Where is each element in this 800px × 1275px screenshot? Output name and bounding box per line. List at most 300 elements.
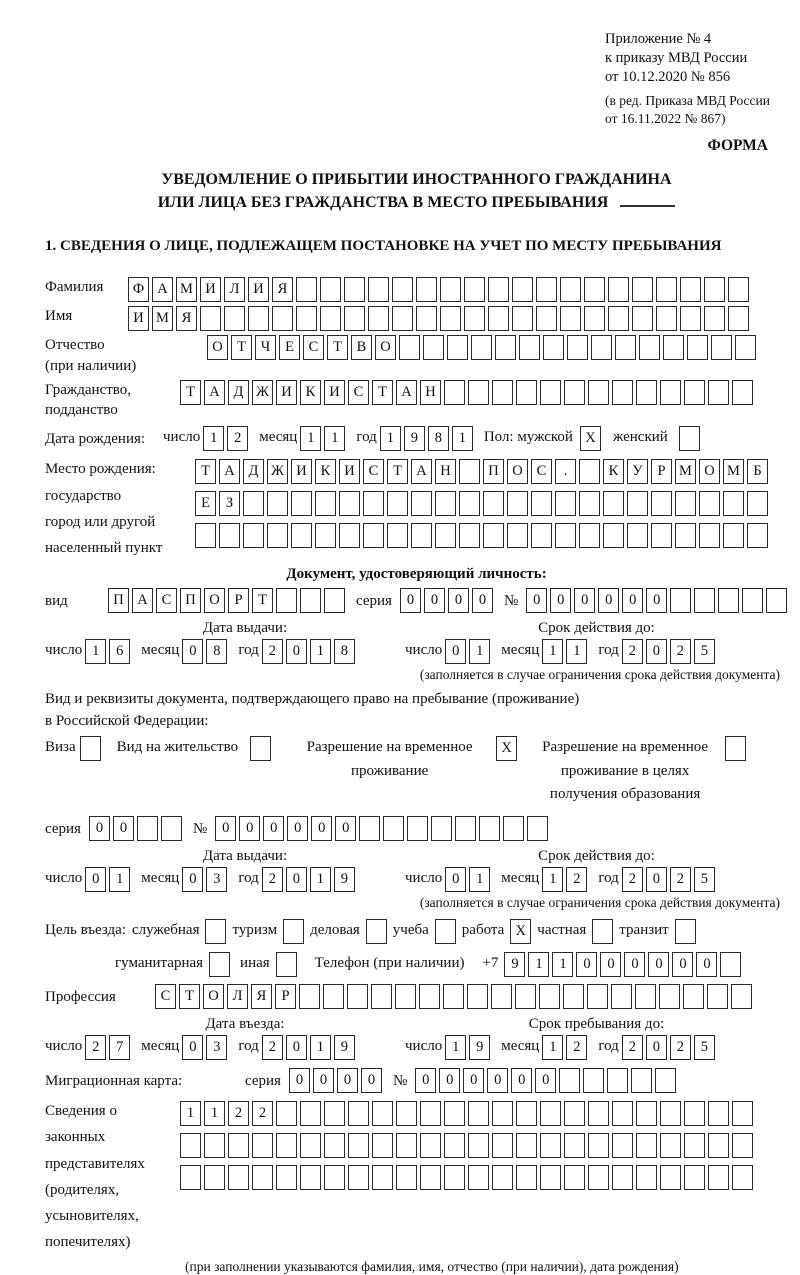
form-cell[interactable] (683, 984, 704, 1009)
form-cell[interactable]: И (324, 380, 345, 405)
form-cell[interactable] (503, 816, 524, 841)
form-cell[interactable] (195, 523, 216, 548)
form-cell[interactable]: И (276, 380, 297, 405)
form-cell[interactable] (300, 1101, 321, 1126)
form-cell[interactable] (627, 523, 648, 548)
form-cell[interactable] (687, 335, 708, 360)
purpose-study-checkbox[interactable] (435, 919, 456, 944)
form-cell[interactable]: 0 (463, 1068, 484, 1093)
form-cell[interactable]: 1 (469, 639, 490, 664)
form-cell[interactable]: О (699, 459, 720, 484)
form-cell[interactable]: 0 (672, 952, 693, 977)
form-cell[interactable]: И (128, 306, 149, 331)
form-cell[interactable]: Т (387, 459, 408, 484)
form-cell[interactable] (704, 306, 725, 331)
form-cell[interactable]: Я (251, 984, 272, 1009)
form-cell[interactable]: М (176, 277, 197, 302)
form-cell[interactable] (443, 984, 464, 1009)
form-cell[interactable] (632, 277, 653, 302)
form-cell[interactable] (663, 335, 684, 360)
form-cell[interactable]: 0 (550, 588, 571, 613)
form-cell[interactable] (444, 1165, 465, 1190)
form-cell[interactable]: С (531, 459, 552, 484)
form-cell[interactable] (276, 1165, 297, 1190)
form-cell[interactable] (344, 277, 365, 302)
form-cell[interactable]: Т (179, 984, 200, 1009)
form-cell[interactable]: 9 (504, 952, 525, 977)
form-cell[interactable] (512, 277, 533, 302)
form-cell[interactable] (435, 491, 456, 516)
form-cell[interactable]: Л (224, 277, 245, 302)
form-cell[interactable] (584, 277, 605, 302)
form-cell[interactable]: 0 (182, 639, 203, 664)
form-cell[interactable] (704, 277, 725, 302)
form-cell[interactable] (708, 1165, 729, 1190)
form-cell[interactable] (440, 277, 461, 302)
form-cell[interactable] (320, 277, 341, 302)
form-cell[interactable] (519, 335, 540, 360)
form-cell[interactable]: 1 (552, 952, 573, 977)
form-cell[interactable] (440, 306, 461, 331)
form-cell[interactable]: 0 (598, 588, 619, 613)
form-cell[interactable] (396, 1101, 417, 1126)
form-cell[interactable]: 0 (526, 588, 547, 613)
form-cell[interactable] (468, 1133, 489, 1158)
form-cell[interactable] (543, 335, 564, 360)
form-cell[interactable]: 0 (576, 952, 597, 977)
form-cell[interactable]: Н (420, 380, 441, 405)
temp-permit-checkbox[interactable]: X (496, 736, 517, 761)
form-cell[interactable] (512, 306, 533, 331)
form-cell[interactable] (540, 380, 561, 405)
form-cell[interactable] (627, 491, 648, 516)
form-cell[interactable] (579, 459, 600, 484)
form-cell[interactable] (431, 816, 452, 841)
form-cell[interactable] (615, 335, 636, 360)
form-cell[interactable] (732, 1101, 753, 1126)
form-cell[interactable] (300, 1133, 321, 1158)
form-cell[interactable] (323, 984, 344, 1009)
form-cell[interactable] (416, 277, 437, 302)
form-cell[interactable]: С (155, 984, 176, 1009)
form-cell[interactable]: 0 (445, 639, 466, 664)
form-cell[interactable]: 2 (670, 639, 691, 664)
form-cell[interactable]: 2 (252, 1101, 273, 1126)
form-cell[interactable]: 0 (289, 1068, 310, 1093)
form-cell[interactable]: Е (279, 335, 300, 360)
form-cell[interactable] (291, 523, 312, 548)
form-cell[interactable]: Н (435, 459, 456, 484)
form-cell[interactable]: 9 (404, 426, 425, 451)
form-cell[interactable] (711, 335, 732, 360)
form-cell[interactable] (180, 1133, 201, 1158)
form-cell[interactable]: О (375, 335, 396, 360)
form-cell[interactable]: 2 (622, 867, 643, 892)
form-cell[interactable] (324, 1165, 345, 1190)
form-cell[interactable] (368, 277, 389, 302)
form-cell[interactable]: С (156, 588, 177, 613)
form-cell[interactable]: 0 (574, 588, 595, 613)
form-cell[interactable]: И (200, 277, 221, 302)
form-cell[interactable] (296, 277, 317, 302)
form-cell[interactable]: 0 (287, 816, 308, 841)
residence-permit-checkbox[interactable] (250, 736, 271, 761)
form-cell[interactable] (291, 491, 312, 516)
form-cell[interactable] (583, 1068, 604, 1093)
form-cell[interactable]: 0 (215, 816, 236, 841)
form-cell[interactable]: 0 (337, 1068, 358, 1093)
form-cell[interactable]: 0 (646, 588, 667, 613)
form-cell[interactable]: 0 (648, 952, 669, 977)
form-cell[interactable]: 0 (448, 588, 469, 613)
form-cell[interactable] (276, 588, 297, 613)
form-cell[interactable]: К (603, 459, 624, 484)
form-cell[interactable] (300, 1165, 321, 1190)
form-cell[interactable] (348, 1133, 369, 1158)
form-cell[interactable] (396, 1165, 417, 1190)
form-cell[interactable] (359, 816, 380, 841)
form-cell[interactable] (539, 984, 560, 1009)
form-cell[interactable] (607, 1068, 628, 1093)
form-cell[interactable]: 2 (262, 639, 283, 664)
form-cell[interactable]: 1 (180, 1101, 201, 1126)
form-cell[interactable] (180, 1165, 201, 1190)
form-cell[interactable] (540, 1101, 561, 1126)
form-cell[interactable] (371, 984, 392, 1009)
form-cell[interactable]: М (723, 459, 744, 484)
form-cell[interactable]: Д (228, 380, 249, 405)
form-cell[interactable] (344, 306, 365, 331)
form-cell[interactable] (636, 1101, 657, 1126)
form-cell[interactable]: О (207, 335, 228, 360)
form-cell[interactable] (444, 380, 465, 405)
form-cell[interactable]: 9 (334, 867, 355, 892)
form-cell[interactable]: 1 (452, 426, 473, 451)
form-cell[interactable] (243, 523, 264, 548)
form-cell[interactable]: 2 (262, 867, 283, 892)
form-cell[interactable]: 1 (542, 867, 563, 892)
form-cell[interactable]: П (108, 588, 129, 613)
form-cell[interactable]: 2 (670, 1035, 691, 1060)
form-cell[interactable] (224, 306, 245, 331)
form-cell[interactable] (579, 491, 600, 516)
form-cell[interactable] (680, 306, 701, 331)
form-cell[interactable]: М (675, 459, 696, 484)
form-cell[interactable] (603, 523, 624, 548)
form-cell[interactable] (675, 523, 696, 548)
form-cell[interactable]: 5 (694, 639, 715, 664)
form-cell[interactable] (659, 984, 680, 1009)
form-cell[interactable] (204, 1165, 225, 1190)
form-cell[interactable]: 1 (310, 639, 331, 664)
form-cell[interactable] (276, 1101, 297, 1126)
form-cell[interactable]: А (411, 459, 432, 484)
form-cell[interactable]: 3 (206, 867, 227, 892)
form-cell[interactable] (395, 984, 416, 1009)
form-cell[interactable]: 2 (228, 1101, 249, 1126)
form-cell[interactable] (320, 306, 341, 331)
form-cell[interactable] (564, 1133, 585, 1158)
form-cell[interactable]: Ф (128, 277, 149, 302)
form-cell[interactable]: 0 (472, 588, 493, 613)
form-cell[interactable] (655, 1068, 676, 1093)
form-cell[interactable] (324, 1101, 345, 1126)
purpose-other-checkbox[interactable] (276, 952, 297, 977)
form-cell[interactable] (243, 491, 264, 516)
form-cell[interactable] (324, 588, 345, 613)
form-cell[interactable] (708, 380, 729, 405)
form-cell[interactable]: 1 (85, 639, 106, 664)
purpose-private-checkbox[interactable] (592, 919, 613, 944)
form-cell[interactable] (560, 306, 581, 331)
form-cell[interactable] (299, 984, 320, 1009)
form-cell[interactable]: 0 (85, 867, 106, 892)
form-cell[interactable] (252, 1133, 273, 1158)
form-cell[interactable]: 0 (535, 1068, 556, 1093)
form-cell[interactable] (603, 491, 624, 516)
form-cell[interactable]: 6 (109, 639, 130, 664)
form-cell[interactable] (747, 523, 768, 548)
form-cell[interactable] (467, 984, 488, 1009)
form-cell[interactable]: 0 (286, 1035, 307, 1060)
form-cell[interactable]: 5 (694, 867, 715, 892)
purpose-transit-checkbox[interactable] (675, 919, 696, 944)
form-cell[interactable] (720, 952, 741, 977)
form-cell[interactable]: С (303, 335, 324, 360)
form-cell[interactable]: 2 (622, 639, 643, 664)
form-cell[interactable] (483, 491, 504, 516)
form-cell[interactable]: А (204, 380, 225, 405)
form-cell[interactable]: 1 (310, 1035, 331, 1060)
form-cell[interactable]: 0 (263, 816, 284, 841)
form-cell[interactable] (707, 984, 728, 1009)
form-cell[interactable] (636, 1133, 657, 1158)
form-cell[interactable]: 0 (696, 952, 717, 977)
form-cell[interactable] (471, 335, 492, 360)
form-cell[interactable]: С (363, 459, 384, 484)
form-cell[interactable] (660, 380, 681, 405)
form-cell[interactable]: 1 (310, 867, 331, 892)
form-cell[interactable]: С (348, 380, 369, 405)
form-cell[interactable] (718, 588, 739, 613)
form-cell[interactable] (728, 306, 749, 331)
form-cell[interactable] (416, 306, 437, 331)
form-cell[interactable] (732, 380, 753, 405)
form-cell[interactable]: 0 (335, 816, 356, 841)
form-cell[interactable] (495, 335, 516, 360)
form-cell[interactable] (387, 491, 408, 516)
form-cell[interactable]: 0 (646, 867, 667, 892)
form-cell[interactable] (272, 306, 293, 331)
form-cell[interactable]: Р (228, 588, 249, 613)
form-cell[interactable] (267, 523, 288, 548)
form-cell[interactable]: П (180, 588, 201, 613)
form-cell[interactable]: 8 (206, 639, 227, 664)
form-cell[interactable]: 1 (204, 1101, 225, 1126)
form-cell[interactable] (507, 523, 528, 548)
form-cell[interactable] (732, 1165, 753, 1190)
form-cell[interactable]: 0 (487, 1068, 508, 1093)
form-cell[interactable] (479, 816, 500, 841)
form-cell[interactable] (723, 491, 744, 516)
form-cell[interactable]: 1 (469, 867, 490, 892)
form-cell[interactable]: 1 (380, 426, 401, 451)
form-cell[interactable]: 1 (566, 639, 587, 664)
form-cell[interactable] (540, 1133, 561, 1158)
form-cell[interactable]: 0 (445, 867, 466, 892)
form-cell[interactable] (684, 1165, 705, 1190)
form-cell[interactable] (632, 306, 653, 331)
form-cell[interactable]: 9 (469, 1035, 490, 1060)
form-cell[interactable]: 2 (262, 1035, 283, 1060)
form-cell[interactable]: 7 (109, 1035, 130, 1060)
form-cell[interactable] (612, 1133, 633, 1158)
purpose-tourism-checkbox[interactable] (283, 919, 304, 944)
form-cell[interactable]: 0 (511, 1068, 532, 1093)
form-cell[interactable]: 0 (182, 867, 203, 892)
form-cell[interactable] (747, 491, 768, 516)
form-cell[interactable]: 0 (424, 588, 445, 613)
form-cell[interactable]: Ч (255, 335, 276, 360)
form-cell[interactable] (516, 1101, 537, 1126)
form-cell[interactable] (735, 335, 756, 360)
form-cell[interactable] (516, 380, 537, 405)
form-cell[interactable] (392, 306, 413, 331)
form-cell[interactable]: 0 (439, 1068, 460, 1093)
form-cell[interactable] (420, 1165, 441, 1190)
form-cell[interactable] (435, 523, 456, 548)
form-cell[interactable]: 2 (622, 1035, 643, 1060)
form-cell[interactable] (407, 816, 428, 841)
form-cell[interactable] (372, 1101, 393, 1126)
form-cell[interactable]: Т (372, 380, 393, 405)
form-cell[interactable] (492, 1133, 513, 1158)
form-cell[interactable] (699, 491, 720, 516)
form-cell[interactable] (564, 1101, 585, 1126)
form-cell[interactable] (447, 335, 468, 360)
form-cell[interactable] (579, 523, 600, 548)
form-cell[interactable] (651, 491, 672, 516)
form-cell[interactable]: 0 (600, 952, 621, 977)
form-cell[interactable]: 1 (542, 1035, 563, 1060)
form-cell[interactable] (483, 523, 504, 548)
form-cell[interactable]: 0 (89, 816, 110, 841)
form-cell[interactable] (219, 523, 240, 548)
form-cell[interactable]: 2 (227, 426, 248, 451)
form-cell[interactable]: 1 (300, 426, 321, 451)
form-cell[interactable] (228, 1133, 249, 1158)
form-cell[interactable] (531, 523, 552, 548)
form-cell[interactable]: О (204, 588, 225, 613)
purpose-official-checkbox[interactable] (205, 919, 226, 944)
form-cell[interactable] (656, 277, 677, 302)
form-cell[interactable] (411, 523, 432, 548)
form-cell[interactable]: 0 (624, 952, 645, 977)
form-cell[interactable] (515, 984, 536, 1009)
form-cell[interactable] (411, 491, 432, 516)
form-cell[interactable]: 2 (670, 867, 691, 892)
form-cell[interactable]: И (291, 459, 312, 484)
form-cell[interactable] (635, 984, 656, 1009)
form-cell[interactable]: Т (195, 459, 216, 484)
form-cell[interactable]: Е (195, 491, 216, 516)
form-cell[interactable] (555, 491, 576, 516)
form-cell[interactable] (560, 277, 581, 302)
purpose-business-checkbox[interactable] (366, 919, 387, 944)
form-cell[interactable] (631, 1068, 652, 1093)
form-cell[interactable] (587, 984, 608, 1009)
form-cell[interactable]: 2 (566, 1035, 587, 1060)
form-cell[interactable] (536, 277, 557, 302)
form-cell[interactable] (339, 523, 360, 548)
sex-male-checkbox[interactable]: X (580, 426, 601, 451)
form-cell[interactable] (492, 1165, 513, 1190)
form-cell[interactable] (315, 491, 336, 516)
form-cell[interactable] (559, 1068, 580, 1093)
form-cell[interactable] (670, 588, 691, 613)
form-cell[interactable] (684, 1133, 705, 1158)
form-cell[interactable] (742, 588, 763, 613)
form-cell[interactable]: О (507, 459, 528, 484)
form-cell[interactable] (252, 1165, 273, 1190)
form-cell[interactable] (387, 523, 408, 548)
form-cell[interactable] (694, 588, 715, 613)
form-cell[interactable] (608, 306, 629, 331)
form-cell[interactable] (531, 491, 552, 516)
form-cell[interactable]: 0 (622, 588, 643, 613)
form-cell[interactable]: 0 (311, 816, 332, 841)
form-cell[interactable]: А (219, 459, 240, 484)
form-cell[interactable] (363, 491, 384, 516)
form-cell[interactable] (204, 1133, 225, 1158)
form-cell[interactable]: 0 (646, 639, 667, 664)
form-cell[interactable]: К (300, 380, 321, 405)
form-cell[interactable]: 2 (566, 867, 587, 892)
form-cell[interactable]: П (483, 459, 504, 484)
form-cell[interactable] (564, 380, 585, 405)
form-cell[interactable] (348, 1165, 369, 1190)
form-cell[interactable] (459, 491, 480, 516)
form-cell[interactable]: Т (231, 335, 252, 360)
form-cell[interactable]: 1 (203, 426, 224, 451)
form-cell[interactable] (419, 984, 440, 1009)
form-cell[interactable]: 0 (286, 639, 307, 664)
form-cell[interactable] (612, 380, 633, 405)
form-cell[interactable] (660, 1165, 681, 1190)
form-cell[interactable] (567, 335, 588, 360)
form-cell[interactable] (684, 1101, 705, 1126)
form-cell[interactable] (588, 380, 609, 405)
form-cell[interactable]: 5 (694, 1035, 715, 1060)
form-cell[interactable] (455, 816, 476, 841)
form-cell[interactable] (444, 1101, 465, 1126)
form-cell[interactable]: 0 (239, 816, 260, 841)
form-cell[interactable] (267, 491, 288, 516)
form-cell[interactable] (732, 1133, 753, 1158)
form-cell[interactable] (651, 523, 672, 548)
form-cell[interactable] (300, 588, 321, 613)
form-cell[interactable] (728, 277, 749, 302)
form-cell[interactable] (339, 491, 360, 516)
form-cell[interactable] (444, 1133, 465, 1158)
form-cell[interactable] (639, 335, 660, 360)
form-cell[interactable]: 1 (542, 639, 563, 664)
form-cell[interactable] (766, 588, 787, 613)
sex-female-checkbox[interactable] (679, 426, 700, 451)
form-cell[interactable] (161, 816, 182, 841)
form-cell[interactable] (423, 335, 444, 360)
form-cell[interactable]: Ж (252, 380, 273, 405)
